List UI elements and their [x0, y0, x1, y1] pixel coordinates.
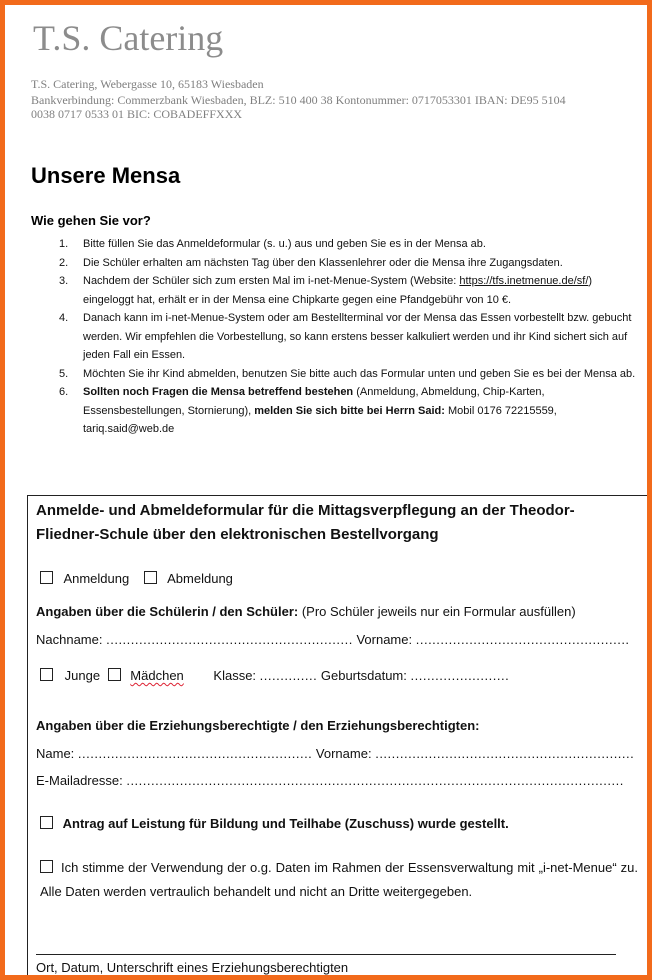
list-text-bold: Sollten noch Fragen die Mensa betreffend bestehen	[83, 386, 354, 398]
company-name: T.S. Catering	[33, 18, 224, 58]
student-details-row	[40, 668, 509, 683]
antrag-label: Antrag auf Leistung für Bildung und Teilhabe (Zuschuss) wurde gestellt.	[62, 816, 509, 831]
antrag-checkbox[interactable]	[40, 816, 53, 829]
list-item	[31, 383, 641, 439]
registration-form	[27, 495, 649, 980]
consent-checkbox[interactable]	[40, 860, 53, 873]
guardian-heading	[36, 718, 480, 733]
list-text	[83, 272, 641, 309]
list-text: Danach kann im i-net-Menue-System oder am Bestellterminal vor der Mensa das Essen vorbestellt bzw. gebucht werden. Wir empfehlen die Vorbestellung, so kann erstens besser kalkuliert werden und ihr Kind sichert sich auf jeden Fall ein Essen.	[83, 312, 632, 361]
list-text: Die Schüler erhalten am nächsten Tag über den Klassenlehrer oder die Mensa ihre Zugangsdaten.	[83, 256, 563, 269]
student-name-row	[36, 632, 630, 647]
vorname-label: Vorname:	[356, 632, 413, 647]
bank-line-2: 0038 0717 0533 01 BIC: COBADEFFXXX	[31, 107, 243, 121]
page-title: Unsere Mensa	[31, 163, 181, 188]
guardian-vorname-field[interactable]: ...............................................................	[375, 746, 635, 761]
list-number: 1.	[59, 238, 69, 250]
guardian-vorname-label: Vorname:	[315, 746, 372, 761]
klasse-field[interactable]: ..............	[259, 668, 318, 683]
instructions-list	[31, 235, 641, 439]
consent-row	[40, 856, 638, 904]
list-text	[83, 383, 641, 439]
guardian-name-row	[36, 746, 634, 761]
list-text-part: Nachdem der Schüler sich zum ersten Mal im i-net-Menue-System (Website:	[83, 275, 457, 287]
email-field[interactable]: .........................................................................................................................	[126, 773, 624, 788]
bank-details	[31, 93, 641, 121]
form-title: Anmelde- und Abmeldeformular für die Mittagsverpflegung an der Theodor-Fliedner-Schule über den elektronischen Bestellvorgang	[36, 502, 575, 543]
instructions-heading: Wie gehen Sie vor?	[31, 213, 151, 228]
nachname-label: Nachname:	[36, 632, 103, 647]
signature-line[interactable]	[36, 954, 616, 955]
consent-text: Ich stimme der Verwendung der o.g. Daten im Rahmen der Essensverwaltung mit „i-net-Menue“ zu. Alle Daten werden vertraulich behandelt und nicht an Dritte weitergegeben.	[40, 860, 638, 899]
registration-type-row	[40, 570, 233, 588]
list-number: 6.	[59, 386, 69, 398]
list-text-bold: melden Sie sich bitte bei Herrn Said:	[254, 404, 445, 417]
list-item	[31, 272, 641, 309]
maedchen-checkbox[interactable]	[108, 668, 121, 681]
geburtsdatum-label: Geburtsdatum:	[320, 668, 407, 683]
list-text-part: ) eingeloggt hat, erhält er in der Mensa eine Chipkarte gegen eine Pfandgebühr von 10 €.	[83, 275, 593, 306]
company-address: T.S. Catering, Webergasse 10, 65183 Wiesbaden	[31, 77, 264, 91]
klasse-label: Klasse:	[213, 668, 257, 683]
geburtsdatum-field[interactable]: ........................	[410, 668, 510, 683]
list-text-part: Mobil 0176 72215559, tariq.said@web.de	[83, 404, 557, 435]
list-item	[31, 235, 641, 254]
signature-label: Ort, Datum, Unterschrift eines Erziehungsberechtigten	[36, 960, 349, 975]
list-number: 3.	[59, 275, 69, 287]
nachname-field[interactable]: ............................................................	[106, 632, 353, 647]
list-text-part: (Anmeldung, Abmeldung, Chip-Karten, Essensbestellungen, Stornierung),	[83, 386, 545, 417]
email-label: E-Mailadresse:	[36, 773, 123, 788]
list-item	[31, 309, 641, 365]
abmeldung-checkbox[interactable]	[144, 571, 157, 584]
list-number: 4.	[59, 312, 69, 324]
junge-label: Junge	[64, 668, 101, 683]
list-number: 2.	[59, 256, 69, 269]
junge-checkbox[interactable]	[40, 668, 53, 681]
list-item	[31, 365, 641, 384]
vorname-field[interactable]: ....................................................	[415, 632, 630, 647]
antrag-row	[40, 816, 509, 831]
list-text: Möchten Sie ihr Kind abmelden, benutzen Sie bitte auch das Formular unten und geben Sie es bei der Mensa ab.	[83, 367, 636, 380]
website-link[interactable]: https://tfs.inetmenue.de/sf/	[459, 275, 589, 287]
anmeldung-label: Anmeldung	[63, 571, 130, 586]
maedchen-label: Mädchen	[130, 668, 184, 683]
guardian-name-label: Name:	[36, 746, 75, 761]
guardian-heading-text: Angaben über die Erziehungsberechtigte / den Erziehungsberechtigten:	[36, 718, 480, 733]
student-note: (Pro Schüler jeweils nur ein Formular ausfüllen)	[298, 604, 576, 619]
email-row	[36, 773, 624, 788]
list-number: 5.	[59, 367, 69, 380]
student-heading: Angaben über die Schülerin / den Schüler:	[36, 604, 299, 619]
list-text: Bitte füllen Sie das Anmeldeformular (s. u.) aus und geben Sie es in der Mensa ab.	[83, 238, 486, 250]
student-section	[36, 604, 576, 619]
list-item	[31, 254, 641, 273]
abmeldung-label: Abmeldung	[167, 571, 233, 586]
bank-line-1: Bankverbindung: Commerzbank Wiesbaden, BLZ: 510 400 38 Kontonummer: 0717053301 IBAN: DE95 5104	[31, 93, 566, 107]
guardian-name-field[interactable]: .........................................................	[77, 746, 313, 761]
anmeldung-checkbox[interactable]	[40, 571, 53, 584]
